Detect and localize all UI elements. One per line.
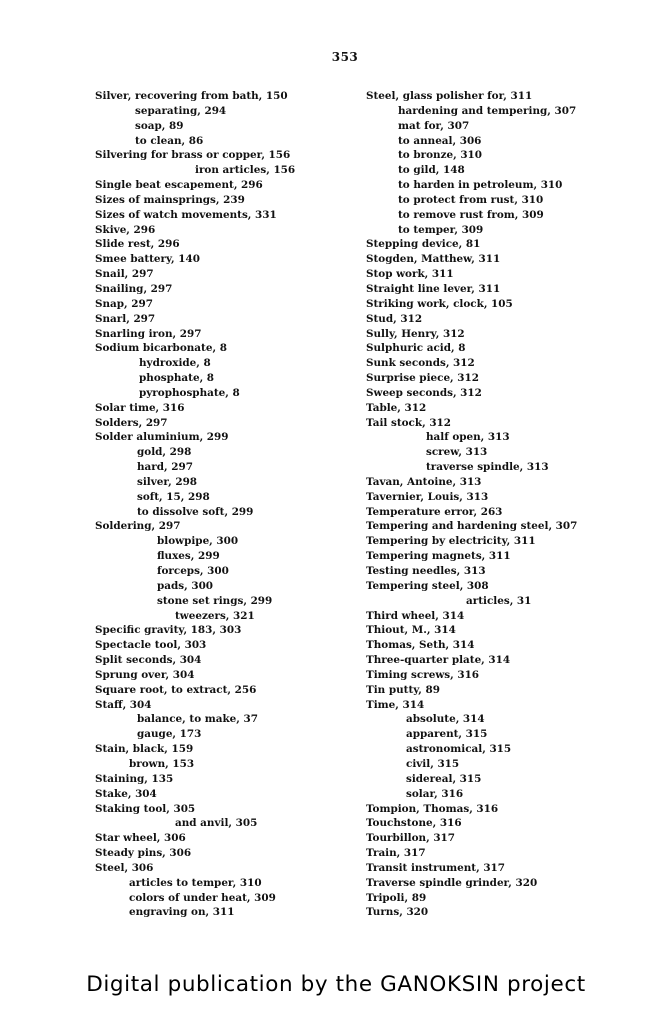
index-entry: Staff, 304 — [95, 698, 152, 711]
index-entry: Star wheel, 306 — [95, 832, 186, 845]
index-entry: Smee battery, 140 — [95, 253, 200, 266]
index-entry: Stake, 304 — [95, 787, 157, 800]
index-entry: Sprung over, 304 — [95, 668, 195, 681]
index-entry: Slide rest, 296 — [95, 238, 180, 251]
index-subentry: iron articles, 156 — [195, 164, 296, 177]
index-entry: Train, 317 — [366, 847, 426, 860]
index-entry: Surprise piece, 312 — [366, 372, 479, 385]
index-subentry: brown, 153 — [129, 757, 195, 770]
index-entry: Tail stock, 312 — [366, 416, 452, 429]
index-entry: Sully, Henry, 312 — [366, 327, 465, 340]
index-entry: Sizes of mainsprings, 239 — [95, 193, 245, 206]
index-subentry: hardening and tempering, 307 — [398, 104, 577, 117]
index-entry: Silver, recovering from bath, 150 — [95, 90, 288, 102]
index-subentry: absolute, 314 — [406, 713, 485, 726]
index-entry: Silvering for brass or copper, 156 — [95, 149, 291, 162]
index-entry: Solder aluminium, 299 — [95, 431, 229, 444]
index-subentry: to protect from rust, 310 — [398, 193, 544, 206]
index-entry: Snailing, 297 — [95, 282, 173, 295]
index-entry: Time, 314 — [366, 698, 425, 711]
index-entry: Snarling iron, 297 — [95, 327, 202, 340]
footer-credit: Digital publication by the GANOKSIN project — [86, 972, 586, 997]
index-subentry: mat for, 307 — [398, 119, 470, 132]
index-subentry: stone set rings, 299 — [157, 594, 273, 607]
index-subentry: engraving on, 311 — [129, 906, 235, 919]
index-subentry: apparent, 315 — [406, 728, 488, 741]
index-subentry: pads, 300 — [157, 579, 214, 592]
index-subentry: hydroxide, 8 — [139, 357, 211, 370]
index-entry: Timing screws, 316 — [366, 668, 480, 681]
index-subentry: to temper, 309 — [398, 223, 484, 236]
index-entry: Sweep seconds, 312 — [366, 386, 482, 399]
index-entry: Staking tool, 305 — [95, 802, 196, 815]
index-subentry: colors of under heat, 309 — [129, 891, 276, 904]
index-entry: Steel, glass polisher for, 311 — [366, 90, 533, 102]
index-subentry: blowpipe, 300 — [157, 535, 239, 548]
index-entry: Tempering steel, 308 — [366, 579, 489, 592]
index-entry: Temperature error, 263 — [366, 505, 503, 518]
index-entry: Skive, 296 — [95, 223, 156, 236]
index-entry: Square root, to extract, 256 — [95, 683, 257, 696]
index-subentry: hard, 297 — [137, 461, 193, 474]
index-entry: Tripoli, 89 — [366, 891, 427, 904]
index-column-left — [95, 89, 350, 920]
index-subentry: soap, 89 — [135, 119, 184, 132]
index-entry: Traverse spindle grinder, 320 — [366, 876, 538, 889]
index-subentry: to bronze, 310 — [398, 149, 483, 162]
index-entry: Straight line lever, 311 — [366, 282, 501, 295]
index-subentry: to remove rust from, 309 — [398, 208, 544, 221]
index-subentry: phosphate, 8 — [139, 372, 215, 385]
index-entry: Sulphuric acid, 8 — [366, 342, 466, 355]
index-subentry: silver, 298 — [137, 475, 198, 488]
index-entry: Tourbillon, 317 — [366, 832, 456, 845]
index-subentry: to harden in petroleum, 310 — [398, 179, 563, 192]
index-entry: Stogden, Matthew, 311 — [366, 253, 501, 266]
index-entry: Tempering magnets, 311 — [366, 550, 511, 563]
index-entry: Thomas, Seth, 314 — [366, 639, 475, 652]
index-subentry: half open, 313 — [426, 431, 510, 444]
index-entry: Thiout, M., 314 — [366, 624, 456, 637]
index-subentry: tweezers, 321 — [175, 609, 255, 622]
index-entry: Tempering and hardening steel, 307 — [366, 520, 578, 533]
index-subentry: balance, to make, 37 — [137, 713, 258, 726]
index-subentry: articles to temper, 310 — [129, 876, 262, 889]
index-subentry: gold, 298 — [137, 446, 192, 459]
index-entry: Soldering, 297 — [95, 520, 181, 533]
index-entry: Tavan, Antoine, 313 — [366, 475, 482, 488]
index-entry: Snail, 297 — [95, 268, 154, 281]
index-subentry: traverse spindle, 313 — [426, 461, 549, 474]
index-subentry: articles, 31 — [466, 594, 532, 607]
index-entry: Staining, 135 — [95, 772, 174, 785]
index-entry: Stain, black, 159 — [95, 743, 194, 756]
index-entry: Solders, 297 — [95, 416, 168, 429]
index-entry: Specific gravity, 183, 303 — [95, 624, 242, 637]
index-entry: Sodium bicarbonate, 8 — [95, 342, 227, 355]
index-entry: Snarl, 297 — [95, 312, 156, 325]
index-entry: Tavernier, Louis, 313 — [366, 490, 489, 503]
index-entry: Three-quarter plate, 314 — [366, 654, 511, 667]
index-entry: Snap, 297 — [95, 297, 153, 310]
index-entry: Table, 312 — [366, 401, 427, 414]
index-column-right — [366, 89, 666, 920]
index-entry: Turns, 320 — [366, 906, 429, 919]
page-number: 353 — [331, 50, 359, 64]
index-entry: Solar time, 316 — [95, 401, 185, 414]
index-subentry: pyrophosphate, 8 — [139, 386, 240, 399]
index-subentry: fluxes, 299 — [157, 550, 220, 563]
index-subentry: soft, 15, 298 — [137, 490, 210, 503]
index-subentry: to gild, 148 — [398, 164, 465, 177]
index-entry: Steady pins, 306 — [95, 847, 192, 860]
index-subentry: to dissolve soft, 299 — [137, 505, 254, 518]
index-subentry: sidereal, 315 — [406, 772, 482, 785]
index-entry: Stop work, 311 — [366, 268, 454, 281]
index-entry: Steel, 306 — [95, 861, 154, 874]
index-subentry: to clean, 86 — [135, 134, 204, 147]
index-entry: Sunk seconds, 312 — [366, 357, 475, 370]
index-entry: Third wheel, 314 — [366, 609, 465, 622]
index-subentry: gauge, 173 — [137, 728, 202, 741]
index-subentry: astronomical, 315 — [406, 743, 512, 756]
index-subentry: solar, 316 — [406, 787, 464, 800]
index-entry: Striking work, clock, 105 — [366, 297, 513, 310]
index-subentry: forceps, 300 — [157, 565, 229, 577]
index-entry: Split seconds, 304 — [95, 654, 202, 667]
index-subentry: to anneal, 306 — [398, 134, 482, 147]
index-entry: Spectacle tool, 303 — [95, 639, 207, 652]
index-entry: Stepping device, 81 — [366, 238, 481, 251]
index-subentry: civil, 315 — [406, 757, 460, 770]
index-entry: Touchstone, 316 — [366, 817, 462, 830]
index-entry: Transit instrument, 317 — [366, 861, 506, 874]
index-entry: Stud, 312 — [366, 312, 423, 325]
index-entry: Sizes of watch movements, 331 — [95, 208, 277, 221]
index-entry: Tempering by electricity, 311 — [366, 535, 536, 548]
index-subentry: and anvil, 305 — [175, 817, 258, 830]
index-entry: Tin putty, 89 — [366, 683, 441, 696]
index-entry: Tompion, Thomas, 316 — [366, 802, 499, 815]
index-entry: Testing needles, 313 — [366, 565, 486, 577]
index-subentry: screw, 313 — [426, 446, 488, 459]
index-entry: Single beat escapement, 296 — [95, 179, 263, 192]
index-subentry: separating, 294 — [135, 104, 227, 117]
